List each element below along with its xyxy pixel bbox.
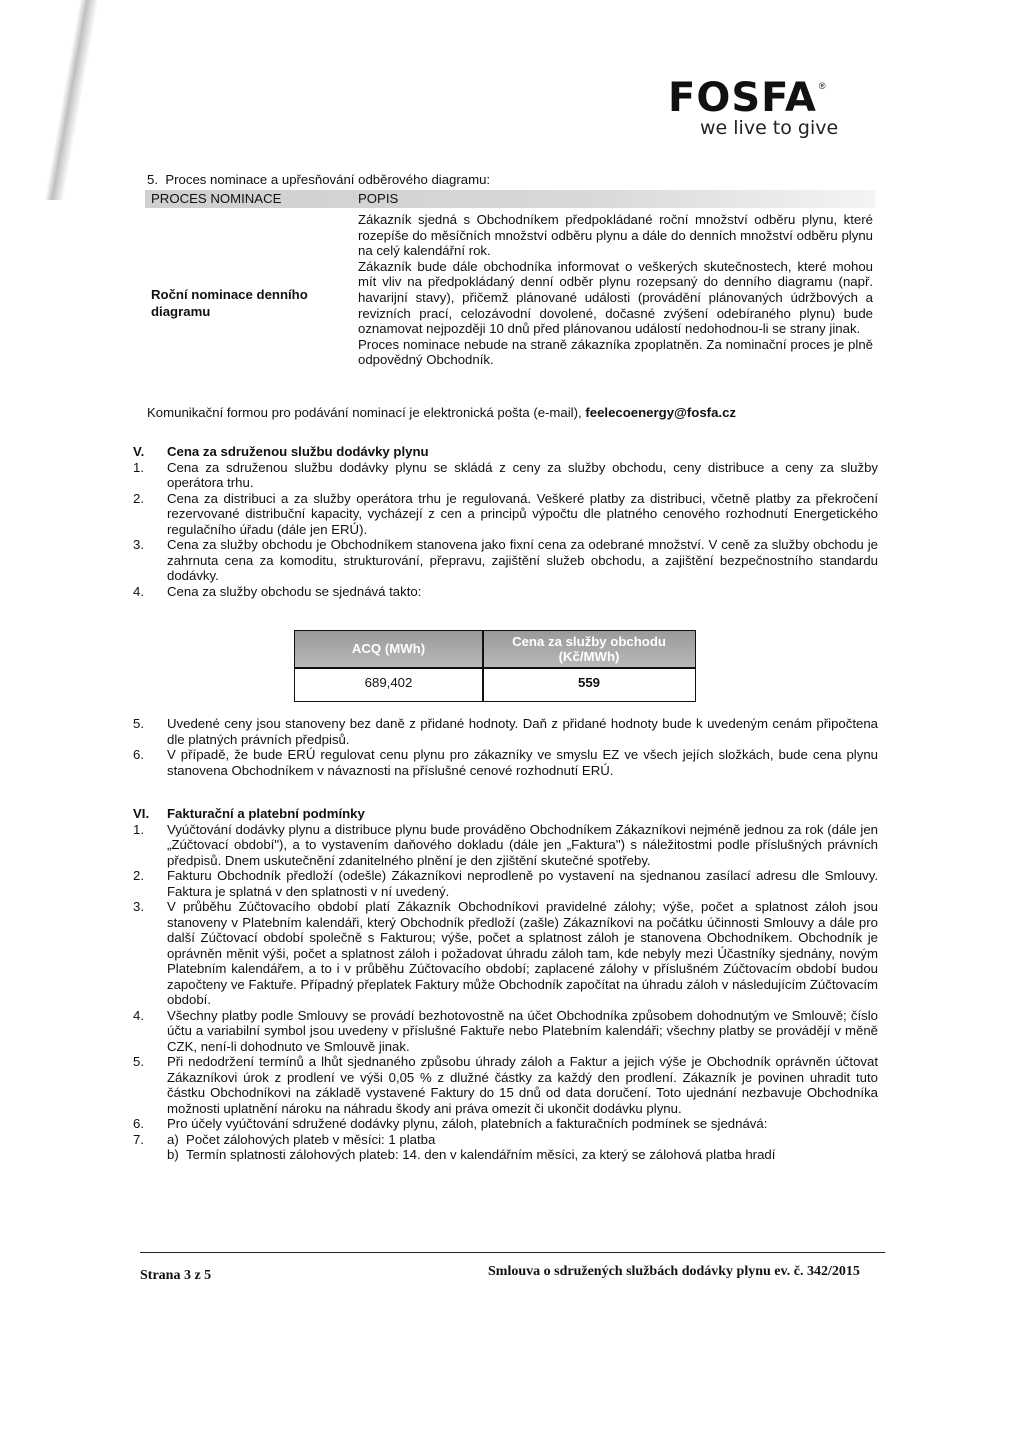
item-text: b) Termín splatnosti zálohových plateb: 14. den v kalendářním měsíci, za který se zálohová platba hradí	[167, 1147, 776, 1162]
communication-note	[147, 405, 736, 421]
item-text: Vyúčtování dodávky plynu a distribuce plynu bude prováděno Obchodníkem Zákazníkovi nejméně jednou za rok (dále jen „Zúčtovací období"), a to vystavením daňového dokladu (dále jen „Faktura") s náležitostmi podle příslušných právních předpisů. Dnem uskutečnění zdanitelného plnění je den zjištění skutečné spotřeby.	[167, 821, 878, 868]
list-item	[133, 716, 878, 747]
col-header-description: POPIS	[358, 191, 399, 206]
item-number: 6.	[133, 747, 144, 762]
item-text: Cena za služby obchodu je Obchodníkem stanovena jako fixní cena za odebrané množství. V ceně za služby obchodu je zahrnuta cena za komoditu, strukturování, přepravu, zajištění služeb obchodu, a zajištění bezpečnostního standardu dodávky.	[167, 537, 878, 583]
item-text: Pro účely vyúčtování sdružené dodávky plynu, záloh, platebních a fakturačních podmínek se sjednává:	[167, 1116, 768, 1131]
item-text: Fakturu Obchodník předloží (odešle) Zákazníkovi neprodleně po vystavení na sjednanou zasílací adresu dle Smlouvy. Faktura je splatná v den splatnosti v ní uvedený.	[167, 868, 878, 899]
row-description	[358, 212, 873, 368]
item-text: V případě, že bude ERÚ regulovat cenu plynu pro zákazníky ve smyslu EZ ve všech jejích složkách, bude cena plynu stanovena Obchodníkem v návaznosti na příslušné cenové rozhodnutí ERÚ.	[167, 747, 878, 778]
table-header-row	[145, 190, 875, 208]
item-text: V průběhu Zúčtovacího období platí Zákazník Obchodníkovi pravidelné zálohy; výše, počet a splatnost záloh jsou stanoveny v Platebním kalendáři, který Obchodník předloží (zašle) Zákazníkovi na počátku účinnosti Smlouvy a dále pro další Zúčtovací období společně s Fakturou; výše, počet a splatnost záloh je stanovena Obchodníkem. Obchodník je oprávněn měnit výši, počet a splatnost záloh i požadovat úhradu záloh tam, kde nebyly mezi Účastníky sjednány, novým Platebním kalendářem, a to i v průběhu Zúčtovacího období; zaplacené zálohy v příslušném Zúčtovacím období budou započteny ve Faktuře. Případný přeplatek Faktury může Obchodník započítat na úhradu záloh v následujícím Zúčtovacím období.	[167, 899, 878, 1007]
section-v	[133, 444, 878, 599]
item-number: 4.	[133, 583, 144, 599]
acq-value: 689,402	[364, 675, 413, 690]
item-number: 5.	[133, 1054, 144, 1069]
section-vi	[133, 806, 878, 1163]
nomination-process-table	[145, 190, 875, 400]
description-paragraph: Proces nominace nebude na straně zákazníka zpoplatněn. Za nominační proces je plně odpovědný Obchodník.	[358, 336, 873, 368]
section-number: V.	[133, 444, 145, 459]
section-title-text: Fakturační a platební podmínky	[167, 806, 365, 821]
list-item	[133, 1147, 878, 1163]
list-item	[133, 1116, 878, 1132]
list-item	[133, 491, 878, 538]
item-number: 1.	[133, 821, 144, 837]
col-header-process: PROCES NOMINACE	[151, 191, 282, 206]
list-item	[133, 1132, 878, 1148]
col-header-price	[483, 631, 695, 667]
description-paragraph: Zákazník bude dále obchodníka informovat o veškerých skutečnostech, které mohou mít vliv na předpokládaný denní odběr plynu rozepsaný do denního diagramu (např. havarijní stavy), přičemž plánované události (provádění plánovaných údržbových a revizních prací, celozávodní dovolené, dočasné zvýšení odebíraného plynu) bude oznamovat nejpozději 10 dnů před plánovanou událostí nedohodnou-li se strany jinak.	[358, 258, 873, 337]
item-number: 3.	[133, 537, 144, 552]
item-text: Uvedené ceny jsou stanoveny bez daně z přidané hodnoty. Daň z přidané hodnoty bude k uvedeným cenám připočtena dle platných právních předpisů.	[167, 716, 878, 747]
email-address: feelecoenergy@fosfa.cz	[585, 405, 736, 420]
description-paragraph: Zákazník sjedná s Obchodníkem předpokládané roční množství odběru plynu, které rozepíše do měsíčních množství odběru plynu a dále do denních množství odběru plynu na celý kalendářní rok.	[358, 212, 873, 259]
list-item	[133, 868, 878, 899]
item-number: 4.	[133, 1007, 144, 1023]
item-text: Všechny platby podle Smlouvy se provádí bezhotovostně na účet Obchodníka způsobem dohodnutým ve Smlouvě; číslo účtu a variabilní symbol jsou uvedeny v příslušné Faktuře nebo Platebním kalendáři; všechny platby se provádějí v měně CZK, není-li dohodnuto ve Smlouvě jinak.	[167, 1007, 878, 1054]
list-item	[133, 584, 878, 600]
document-reference: Smlouva o sdružených službách dodávky plynu ev. č. 342/2015	[488, 1264, 860, 1279]
item-number: 6.	[133, 1116, 144, 1131]
item-number: 2.	[133, 868, 144, 883]
item-number: 3.	[133, 899, 144, 914]
section5-heading: 5. Proces nominace a upřesňování odběrového diagramu:	[147, 172, 491, 187]
item-text: Při nedodržení termínů a lhůt sjednaného způsobu úhrady záloh a Faktur a jejich výše je Obchodník oprávněn účtovat Zákazníkovi úrok z prodlení ve výši 0,05 % z dlužné částky za každý den prodlení. Zákazník je povinen uhradit tuto částku Obchodníkovi na základě vystavené Faktury do 15 dnů od data doručení. Toto ujednání nezbavuje Obchodníka možnosti uplatnění nároku na náhradu škody ani práva omezit či ukončit dodávku plynu.	[167, 1054, 878, 1116]
item-text: a) Počet zálohových plateb v měsíci: 1 platba	[167, 1131, 436, 1147]
item-number: 1.	[133, 459, 144, 475]
item-text: Cena za služby obchodu se sjednává takto:	[167, 583, 422, 599]
page-number: Strana 3 z 5	[140, 1268, 212, 1283]
section-number: VI.	[133, 806, 150, 821]
price-table	[294, 630, 696, 702]
footer-rule	[140, 1252, 885, 1253]
item-text: Cena za distribuci a za služby operátora trhu je regulovaná. Veškeré platby za distribuci, včetně platby za překročení rezervované distribuční kapacity, vycházejí z cen a principů výpočtu dle platného cenového rozhodnutí Energetického regulačního úřadu (dále jen ERÚ).	[167, 490, 878, 537]
row-label: Roční nominace denního diagramu	[151, 287, 308, 319]
fosfa-logo	[668, 75, 868, 139]
table-divider	[295, 667, 695, 669]
registered-mark: ®	[818, 81, 826, 91]
price-header-line1: Cena za služby obchodu	[512, 634, 666, 649]
section-vi-title	[133, 806, 878, 822]
scan-edge-shadow	[0, 0, 110, 200]
price-value: 559	[577, 675, 600, 690]
item-number: 5.	[133, 716, 144, 731]
list-item	[133, 899, 878, 1008]
list-item	[133, 537, 878, 584]
communication-text: Komunikační formou pro podávání nominací je elektronická pošta (e-mail),	[147, 405, 586, 420]
list-item	[133, 822, 878, 869]
logo-tagline: we live to give	[700, 117, 839, 139]
section-v-continued	[133, 716, 878, 778]
logo-word: FOSFA	[668, 75, 817, 121]
list-item	[133, 1054, 878, 1116]
section-v-title	[133, 444, 878, 460]
price-header-line2: (Kč/MWh)	[558, 649, 620, 664]
list-item	[133, 1008, 878, 1055]
item-number: 2.	[133, 490, 144, 506]
list-item	[133, 460, 878, 491]
section-title-text: Cena za sdruženou službu dodávky plynu	[167, 444, 429, 459]
item-text: Cena za sdruženou službu dodávky plynu se skládá z ceny za služby obchodu, ceny distribuce a ceny za služby operátora trhu.	[167, 459, 878, 490]
list-item	[133, 747, 878, 778]
col-header-acq: ACQ (MWh)	[295, 631, 482, 667]
item-number: 7.	[133, 1131, 144, 1147]
